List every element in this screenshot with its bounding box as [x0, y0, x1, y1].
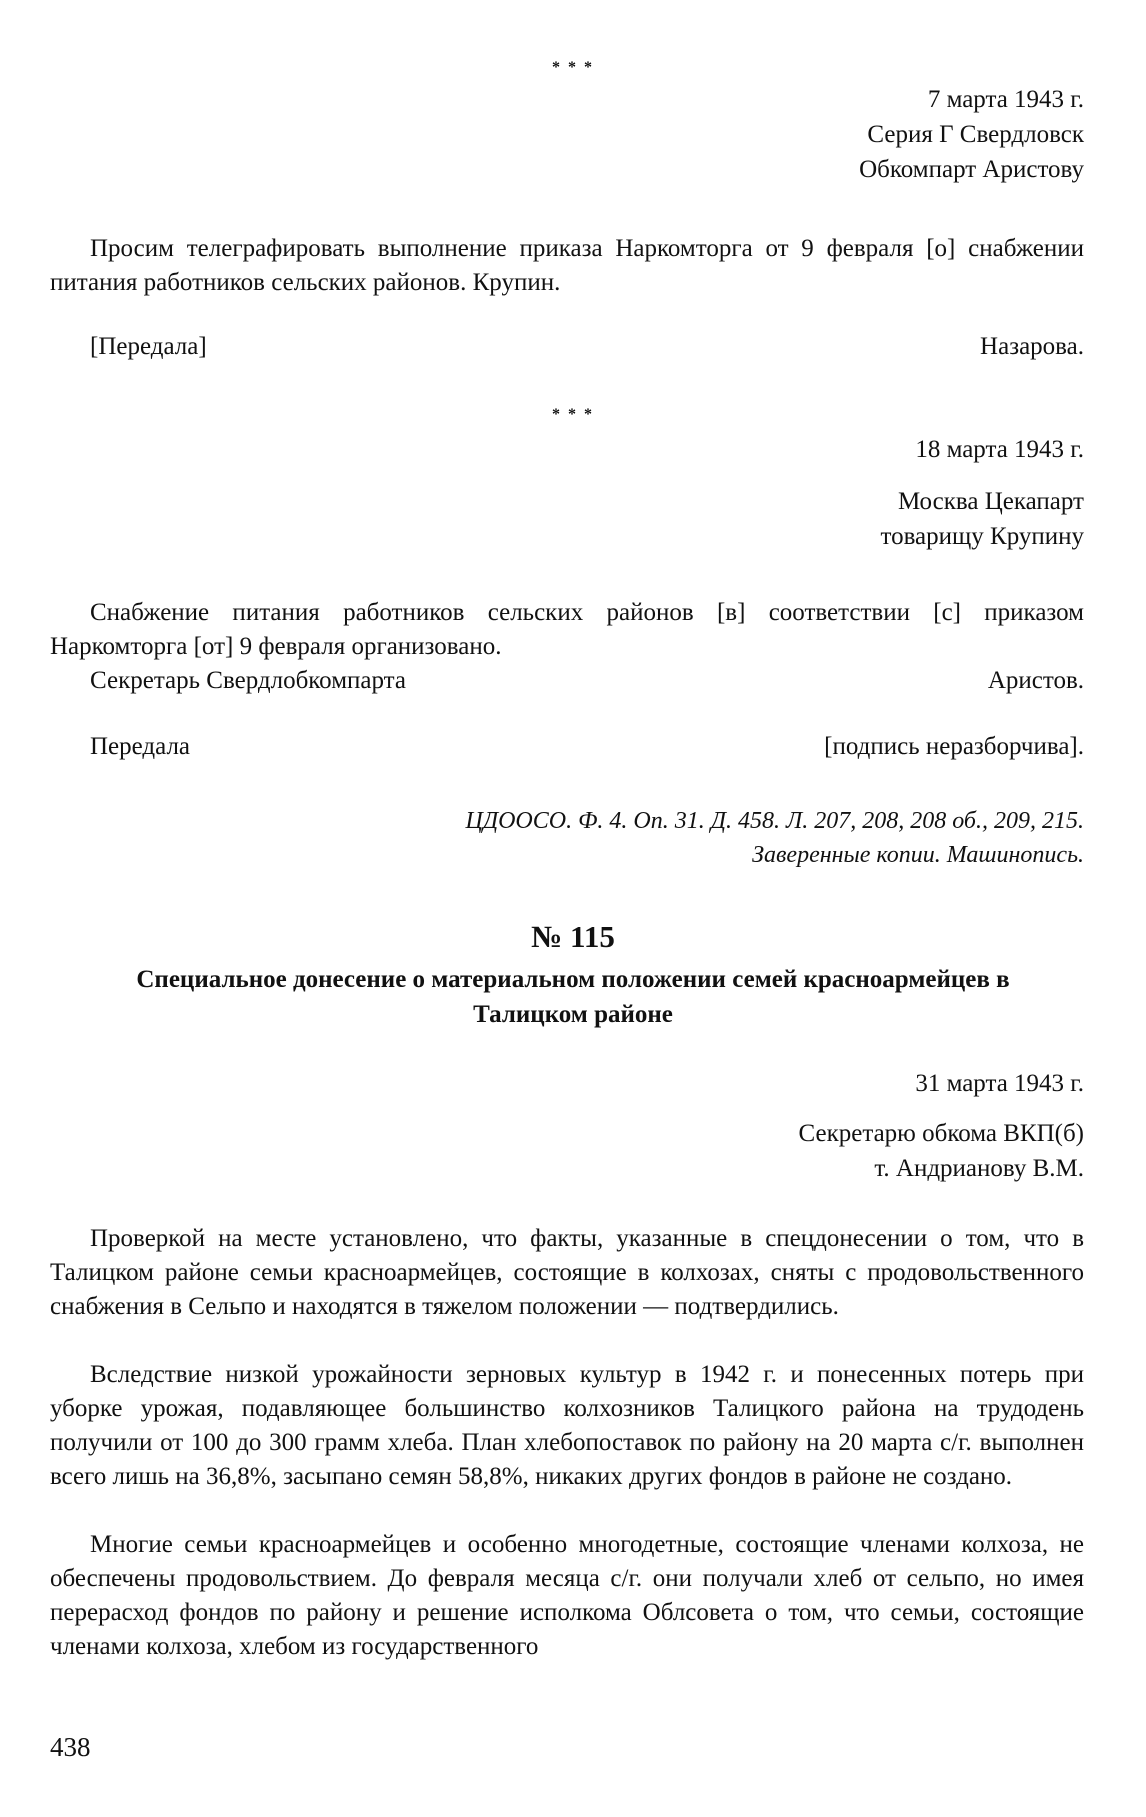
telegram-2-sent-by: [подпись неразборчива]. [824, 733, 1084, 760]
telegram-1-recipient-line-2: Обкомпарт Аристову [859, 156, 1084, 183]
document-recipient [799, 1116, 1084, 1186]
telegram-2-signature-title: Секретарь Свердлобкомпарта [90, 667, 407, 694]
telegram-2-body: Снабжение питания работников сельских районов [в] соответствии [с] приказом Наркомторга [от] 9 февраля организовано. [50, 599, 1084, 660]
telegram-2-recipient-line-1: Москва Цекапарт [897, 488, 1084, 515]
telegram-1-header [859, 82, 1084, 187]
document-title-line-2: Талицком районе [473, 1001, 673, 1028]
telegram-1-date: 7 марта 1943 г. [927, 86, 1084, 113]
document-title-line-1: Специальное донесение о материальном положении семей красноармейцев в [136, 966, 1010, 993]
document-recipient-line-1: Секретарю обкома ВКП(б) [798, 1120, 1084, 1147]
telegram-2-signature-name: Аристов. [987, 667, 1084, 694]
telegram-1-body: Просим телеграфировать выполнение приказа Наркомторга от 9 февраля [о] снабжении питания работников сельских районов. Крупин. [50, 235, 1084, 296]
archive-source [465, 804, 1084, 872]
telegram-2-recipient [880, 484, 1084, 554]
telegram-2-sent-label: Передала [90, 733, 191, 760]
document-recipient-line-2: т. Андрианову В.М. [874, 1155, 1084, 1182]
telegram-1-sent-label: [Передала] [90, 333, 207, 360]
section-separator: * * * [552, 406, 594, 423]
section-separator: * * * [552, 59, 594, 76]
document-paragraph-3: Многие семьи красноармейцев и особенно многодетные, состоящие членами колхоза, не обеспечены продовольствием. До февраля месяца с/г. они получали хлеб от сельпо, но имея перерасход фондов по району и решение исполкома Облсовета о том, что семьи, состоящие членами колхоза, хлебом из государственного [50, 1531, 1084, 1660]
telegram-2-recipient-line-2: товарищу Крупину [880, 523, 1084, 550]
telegram-1-recipient-line-1: Серия Г Свердловск [867, 121, 1084, 148]
document-paragraph-2: Вследствие низкой урожайности зерновых культур в 1942 г. и понесенных потерь при уборке урожая, подавляющее большинство колхозников Талицкого района на трудодень получили от 100 до 300 грамм хлеба. План хлебопоставок по району на 20 марта с/г. выполнен всего лишь на 36,8%, засыпано семян 58,8%, никаких других фондов в районе не создано. [50, 1361, 1084, 1490]
page-number: 438 [50, 1732, 91, 1762]
document-date: 31 марта 1943 г. [915, 1070, 1084, 1097]
document-paragraph-1: Проверкой на месте установлено, что факты, указанные в спецдонесении о том, что в Талицком районе семьи красноармейцев, состоящие в колхозах, сняты с продовольственного снабжения в Сельпо и находятся в тяжелом положении — подтвердились. [50, 1225, 1084, 1320]
archive-source-line-1: ЦДООСО. Ф. 4. Оп. 31. Д. 458. Л. 207, 208, 208 об., 209, 215. [465, 808, 1084, 834]
telegram-2-date: 18 марта 1943 г. [915, 436, 1084, 463]
telegram-1-sent-by: Назарова. [980, 333, 1084, 360]
document-number: № 115 [531, 919, 615, 954]
archive-source-line-2: Заверенные копии. Машинопись. [752, 842, 1084, 868]
document-title [50, 962, 1096, 1032]
